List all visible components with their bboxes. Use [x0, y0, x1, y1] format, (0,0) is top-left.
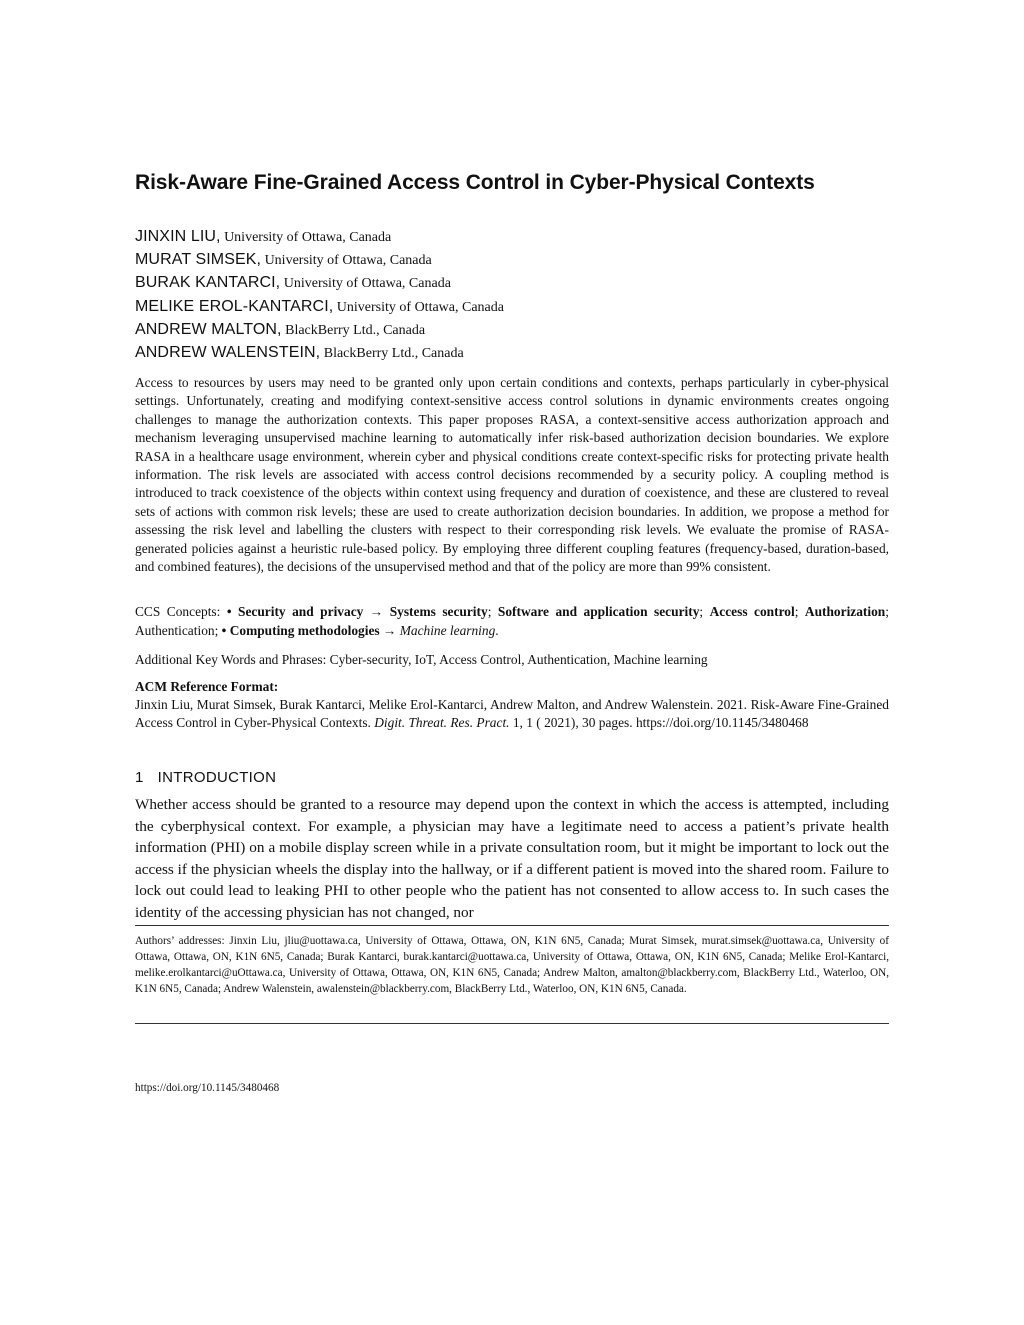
- ccs-arrow: →: [363, 604, 390, 619]
- ccs-concepts: [135, 603, 889, 640]
- ccs-security-privacy: • Security and privacy: [226, 604, 364, 619]
- author-affiliation: University of Ottawa, Canada: [333, 299, 504, 315]
- footer-doi-link[interactable]: https://doi.org/10.1145/3480468: [135, 1082, 280, 1094]
- author-entry: [135, 248, 504, 271]
- ccs-authorization: Authorization: [804, 604, 886, 619]
- author-name: ANDREW MALTON,: [135, 320, 282, 338]
- ccs-end: .: [495, 622, 499, 638]
- author-name: ANDREW WALENSTEIN,: [135, 343, 321, 361]
- ccs-separator: ;: [885, 604, 889, 619]
- author-affiliation: BlackBerry Ltd., Canada: [320, 345, 464, 361]
- author-name: MURAT SIMSEK,: [135, 251, 262, 269]
- ccs-separator: ;: [699, 604, 710, 619]
- author-entry: [135, 318, 504, 341]
- acm-reference-heading: ACM Reference Format:: [135, 679, 279, 694]
- paper-title: Risk-Aware Fine-Grained Access Control in Cyber-Physical Contexts: [135, 171, 815, 194]
- acm-reference-journal: Digit. Threat. Res. Pract.: [374, 715, 510, 730]
- author-entry: [135, 225, 504, 248]
- section-title: INTRODUCTION: [157, 769, 277, 786]
- author-entry: [135, 271, 504, 294]
- ccs-machine-learning: Machine learning: [399, 622, 496, 638]
- author-affiliation: University of Ottawa, Canada: [261, 253, 432, 269]
- author-affiliation: University of Ottawa, Canada: [220, 230, 392, 245]
- author-name: JINXIN LIU,: [135, 228, 221, 245]
- ccs-computing-methodologies: • Computing methodologies: [221, 622, 380, 638]
- acm-reference-text: Jinxin Liu, Murat Simsek, Burak Kantarci, Melike Erol-Kantarci, Andrew Malton, and Andrew Walenstein. 2021. Risk-Aware Fine-Grained Access Control in Cyber-Physical Contexts.: [135, 697, 889, 730]
- intro-paragraph: Whether access should be granted to a resource may depend upon the context in which the access is attempted, including the cyberphysical context. For example, a physician may have a legitimate need to access a patient’s private health information (PHI) on a mobile display screen while in a private consultation room, but it might be important to lock out the access if the physician wheels the display into the hallway, or if a different patient is moved into the shared room. Failure to lock out could lead to leaking PHI to other people who the patient has not consented to allow access to. In such cases the identity of the accessing physician has not changed, nor: [135, 796, 889, 921]
- author-affiliation: BlackBerry Ltd., Canada: [281, 322, 426, 338]
- authors-addresses-footnote: Authors’ addresses: Jinxin Liu, jliu@uottawa.ca, University of Ottawa, Ottawa, ON, K1N 6N5, Canada; Murat Simsek, murat.simsek@uottawa.ca, University of Ottawa, Ottawa, ON, K1N 6N5, Canada; Burak Kantarci, burak.kantarci@uottawa.ca, University of Ottawa, Ottawa, ON, K1N 6N5, Canada; Melike Erol-Kantarci, melike.erolkantarci@uOttawa.ca, University of Ottawa, Ottawa, ON, K1N 6N5, Canada; Andrew Malton, amalton@blackberry.com, BlackBerry Ltd., Waterloo, ON, K1N 6N5, Canada; Andrew Walenstein, awalenstein@blackberry.com, BlackBerry Ltd., Waterloo, ON, K1N 6N5, Canada.: [135, 935, 889, 995]
- ccs-separator: ;: [214, 622, 222, 638]
- author-entry: [135, 341, 504, 364]
- author-affiliation: University of Ottawa, Canada: [280, 276, 451, 292]
- ccs-arrow: →: [379, 622, 400, 638]
- ccs-software-security: Software and application security: [497, 604, 700, 619]
- acm-reference: [135, 678, 889, 732]
- section-number: 1: [135, 769, 144, 786]
- footnote-bottom-rule: [135, 1023, 889, 1024]
- ccs-systems-security: Systems security: [389, 604, 488, 619]
- ccs-access-control: Access control: [709, 604, 795, 619]
- ccs-separator: ;: [794, 604, 805, 619]
- author-name: MELIKE EROL-KANTARCI,: [135, 297, 334, 315]
- ccs-prefix: CCS Concepts:: [135, 604, 227, 619]
- ccs-authentication: Authentication: [135, 622, 215, 638]
- ccs-separator: ;: [487, 604, 498, 619]
- footnote-rule: [135, 925, 889, 926]
- author-entry: [135, 295, 504, 318]
- acm-reference-details: 1, 1 ( 2021), 30 pages. https://doi.org/10.1145/3480468: [509, 715, 809, 730]
- author-list: [135, 225, 504, 364]
- section-heading: [135, 769, 276, 786]
- keywords: Additional Key Words and Phrases: Cyber-security, IoT, Access Control, Authentication, Machine learning: [135, 652, 708, 667]
- author-name: BURAK KANTARCI,: [135, 274, 281, 292]
- abstract: Access to resources by users may need to be granted only upon certain conditions and contexts, perhaps particularly in cyber-physical settings. Unfortunately, creating and modifying context-sensitive access control solutions in dynamic environments creates ongoing challenges to manage the authorization contexts. This paper proposes RASA, a context-sensitive access authorization approach and mechanism leveraging unsupervised machine learning to automatically infer risk-based authorization decision boundaries. We explore RASA in a healthcare usage environment, wherein cyber and physical conditions create context-specific risks for protecting private health information. The risk levels are associated with access control decisions recommended by a security policy. A coupling method is introduced to track coexistence of the objects within context using frequency and duration of coexistence, and these are clustered to reveal sets of actions with common risk levels; these are used to create authorization decision boundaries. In addition, we propose a method for assessing the risk level and labelling the clusters with respect to their corresponding risk levels. We evaluate the promise of RASA-generated policies against a heuristic rule-based policy. By employing three different coupling features (frequency-based, duration-based, and combined features), the decisions of the unsupervised method and that of the policy are more than 99% consistent.: [135, 375, 889, 575]
